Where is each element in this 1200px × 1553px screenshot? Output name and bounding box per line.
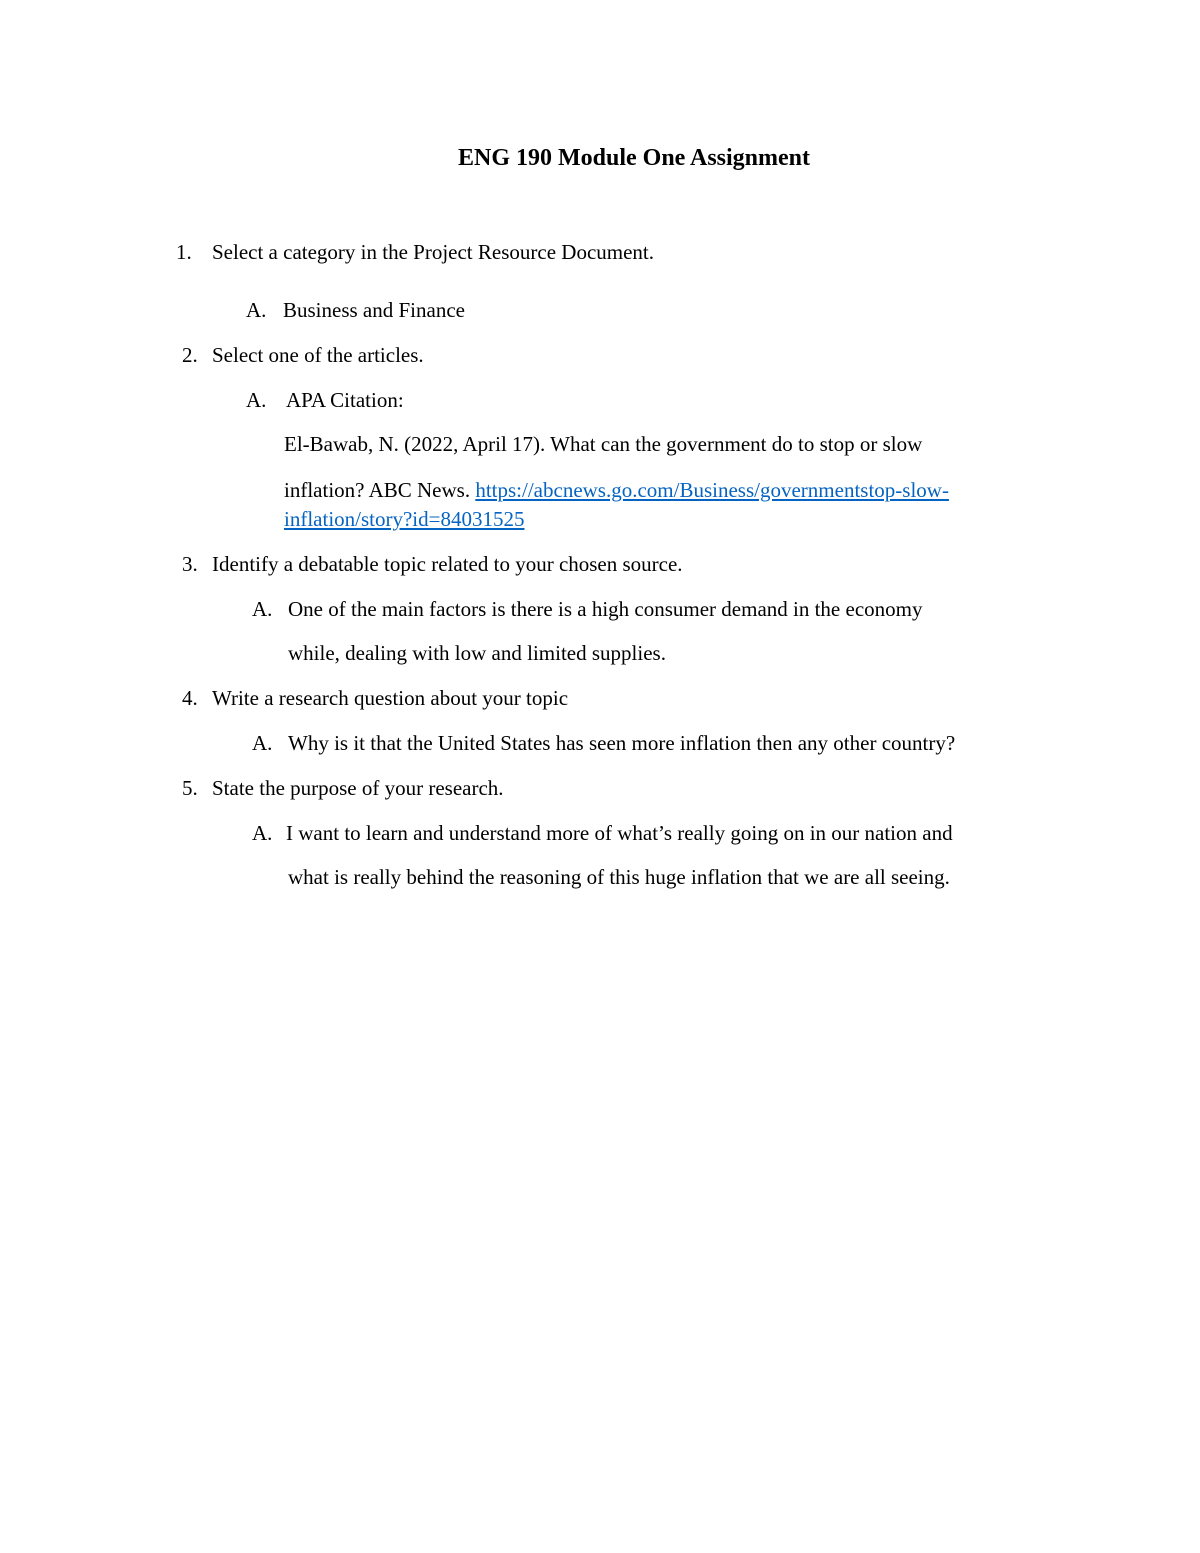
answer-letter: A. [252, 731, 273, 755]
item-prompt: Write a research question about your topic [212, 686, 569, 710]
citation-link[interactable]: https://abcnews.go.com/Business/governmentstop-slow- [475, 478, 949, 502]
answer-text: APA Citation: [286, 388, 404, 412]
citation-line-2 [284, 476, 949, 504]
item-number: 5. [182, 776, 198, 800]
answer-text: what is really behind the reasoning of this huge inflation that we are all seeing. [288, 865, 950, 889]
answer-text: One of the main factors is there is a high consumer demand in the economy [288, 597, 923, 621]
item-prompt: Select one of the articles. [212, 343, 424, 367]
answer-letter: A. [252, 821, 273, 845]
citation-link-continued[interactable]: inflation/story?id=84031525 [284, 507, 525, 531]
item-number: 3. [182, 552, 198, 576]
item-prompt: Select a category in the Project Resource Document. [212, 240, 655, 264]
answer-letter: A. [246, 388, 267, 412]
item-prompt: State the purpose of your research. [212, 776, 504, 800]
item-number: 2. [182, 343, 198, 367]
document-title: ENG 190 Module One Assignment [457, 145, 811, 171]
item-prompt: Identify a debatable topic related to your chosen source. [212, 552, 683, 576]
answer-text: I want to learn and understand more of what’s really going on in our nation and [286, 821, 953, 845]
answer-letter: A. [252, 597, 273, 621]
citation-source: inflation? ABC News. [284, 478, 476, 502]
citation-line-3 [284, 505, 525, 533]
answer-text: while, dealing with low and limited supplies. [288, 641, 666, 665]
answer-letter: A. [246, 298, 267, 322]
item-number: 4. [182, 686, 198, 710]
item-number: 1. [176, 240, 192, 264]
answer-text: Business and Finance [283, 298, 465, 322]
answer-text: Why is it that the United States has seen more inflation then any other country? [288, 731, 956, 755]
citation-line-1: El-Bawab, N. (2022, April 17). What can the government do to stop or slow [284, 432, 923, 456]
